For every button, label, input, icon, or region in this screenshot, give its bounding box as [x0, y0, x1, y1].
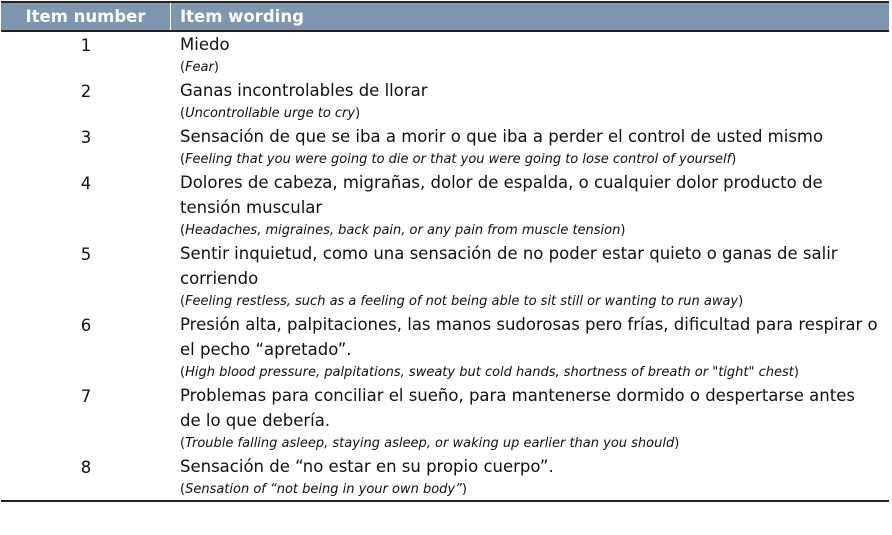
open-paren: ( [180, 60, 186, 75]
english-text: Trouble falling asleep, staying asleep, or waking up earlier than you should [185, 436, 675, 451]
item-number: 8 [80, 458, 92, 477]
item-wording [171, 170, 880, 241]
english-translation [180, 433, 880, 454]
close-paren: ) [461, 482, 467, 497]
close-paren: ) [620, 223, 626, 238]
item-number: 2 [80, 82, 92, 101]
item-wording [171, 312, 880, 383]
item-number: 6 [80, 316, 92, 335]
english-translation [180, 57, 880, 78]
english-text: Headaches, migraines, back pain, or any pain from muscle tension [185, 223, 621, 238]
item-wording [171, 383, 880, 454]
table-row [1, 383, 889, 454]
item-number: 1 [80, 36, 92, 55]
english-text: High blood pressure, palpitations, sweaty but cold hands, shortness of breath or "tight" chest [185, 365, 794, 380]
table-row [1, 454, 889, 500]
english-text: Uncontrollable urge to cry [185, 106, 356, 121]
header-item-wording: Item wording [180, 7, 304, 26]
open-paren: ( [180, 365, 186, 380]
table-row [1, 124, 889, 170]
items-table [1, 1, 889, 502]
english-text: Fear [185, 60, 214, 75]
english-translation [180, 362, 880, 383]
table-row [1, 32, 889, 78]
header-item-number: Item number [1, 3, 171, 30]
open-paren: ( [180, 436, 186, 451]
close-paren: ) [731, 152, 737, 167]
table-row [1, 170, 889, 241]
english-text: Feeling restless, such as a feeling of not being able to sit still or wanting to run away [185, 294, 739, 309]
table-header [1, 1, 889, 32]
english-translation [180, 479, 880, 500]
spanish-wording: Problemas para conciliar el sueño, para mantenerse dormido o despertarse antes de lo que debería. [180, 386, 855, 430]
open-paren: ( [180, 152, 186, 167]
close-paren: ) [793, 365, 799, 380]
table-body [1, 32, 889, 502]
spanish-wording: Miedo [180, 35, 230, 54]
open-paren: ( [180, 223, 186, 238]
spanish-wording: Ganas incontrolables de llorar [180, 81, 428, 100]
spanish-wording: Dolores de cabeza, migrañas, dolor de espalda, o cualquier dolor producto de tensión muscular [180, 173, 823, 217]
english-translation [180, 220, 880, 241]
table-row [1, 241, 889, 312]
item-wording [171, 454, 880, 500]
close-paren: ) [674, 436, 680, 451]
table-row [1, 78, 889, 124]
spanish-wording: Sensación de “no estar en su propio cuerpo”. [180, 457, 554, 476]
item-wording [171, 241, 880, 312]
item-wording [171, 32, 880, 78]
spanish-wording: Sensación de que se iba a morir o que iba a perder el control de usted mismo [180, 127, 824, 146]
open-paren: ( [180, 482, 186, 497]
english-text: Sensation of “not being in your own body” [185, 482, 462, 497]
close-paren: ) [738, 294, 744, 309]
english-translation [180, 103, 880, 124]
item-wording [171, 78, 880, 124]
table-row [1, 312, 889, 383]
item-number: 4 [80, 174, 92, 193]
english-translation [180, 291, 880, 312]
english-translation [180, 149, 880, 170]
english-text: Feeling that you were going to die or that you were going to lose control of yourself [185, 152, 732, 167]
item-number: 5 [80, 245, 92, 264]
item-number: 3 [80, 128, 92, 147]
spanish-wording: Sentir inquietud, como una sensación de no poder estar quieto o ganas de salir corriendo [180, 244, 838, 288]
close-paren: ) [213, 60, 219, 75]
open-paren: ( [180, 294, 186, 309]
item-wording [171, 124, 880, 170]
open-paren: ( [180, 106, 186, 121]
item-number: 7 [80, 387, 92, 406]
spanish-wording: Presión alta, palpitaciones, las manos sudorosas pero frías, dificultad para respirar o el pecho “apretado”. [180, 315, 878, 359]
close-paren: ) [355, 106, 361, 121]
